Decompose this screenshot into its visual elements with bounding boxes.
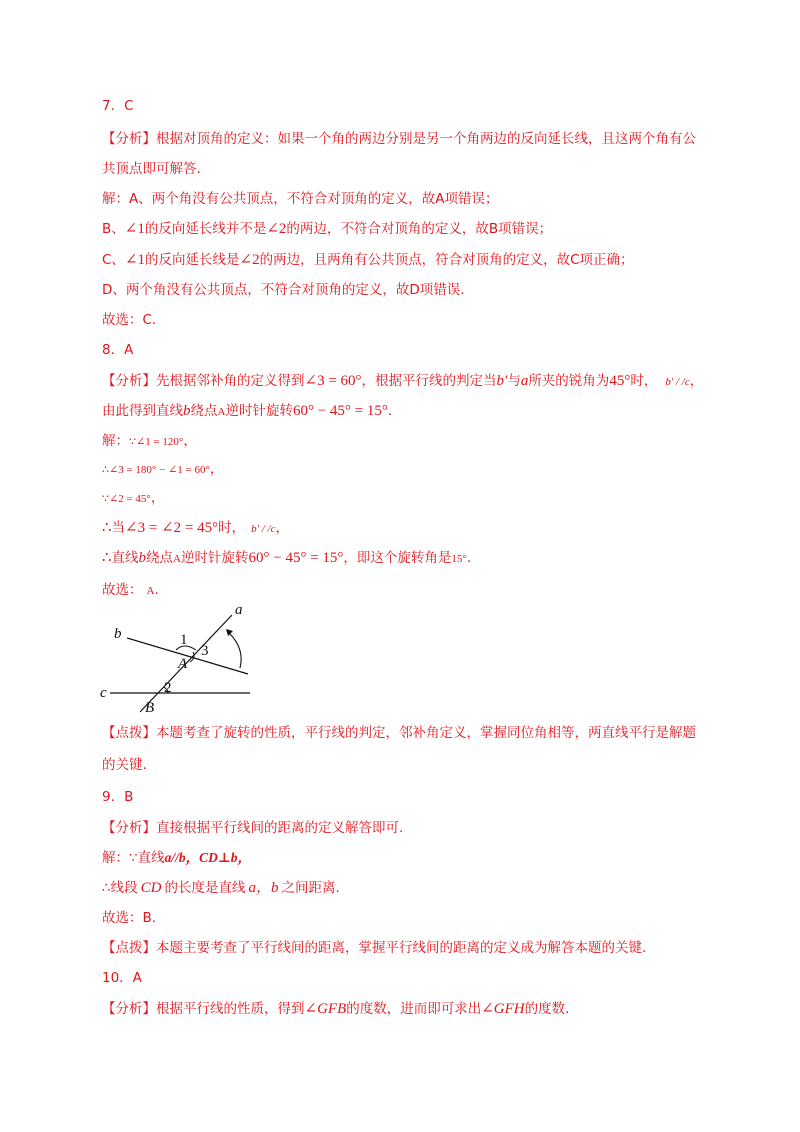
q8-solution-line1: 解：∵∠1 = 120°， xyxy=(102,433,197,449)
q8-solution-line4: ∴当∠3 = ∠2 = 45°时， b′ / /c， xyxy=(102,520,290,536)
q7-solution-d: D、两个角没有公共顶点，不符合对顶角的定义，故D项错误. xyxy=(102,282,465,298)
q7-solution-c: C、∠1的反向延长线是∠2的两边，且两角有公共顶点，符合对顶角的定义，故C项正确； xyxy=(102,252,634,268)
q9-solution-line2: ∴线段 CD 的长度是直线 a，b 之间距离. xyxy=(102,880,340,896)
label-2: 2 xyxy=(164,680,172,696)
q7-heading: 7．C xyxy=(102,98,134,114)
angle-2: ∠2 xyxy=(266,221,287,237)
parallel-lines-diagram xyxy=(100,600,270,718)
q7-answer: 故选：C. xyxy=(102,312,157,328)
q7-solution-b: B、∠1的反向延长线并不是∠2的两边，不符合对顶角的定义，故B项错误； xyxy=(102,221,553,237)
q8-answer: 故选： A. xyxy=(102,582,159,598)
label-b: b xyxy=(114,626,122,642)
q7-solution-a: 解：A、两个角没有公共顶点，不符合对顶角的定义，故A项错误； xyxy=(102,191,499,207)
q10-analysis: 【分析】根据平行线的性质，得到∠GFB的度数，进而即可求出∠GFH的度数. xyxy=(102,1001,570,1017)
q8-analysis-line1: 【分析】先根据邻补角的定义得到∠3 = 60°，根据平行线的判定当b′与a所夹的锐角为45°时， b′ / /c， xyxy=(102,373,704,389)
q8-solution-line2: ∴∠3 = 180° − ∠1 = 60°， xyxy=(102,461,224,477)
label-1: 1 xyxy=(180,632,188,648)
q7-analysis-line2: 共顶点即可解答. xyxy=(102,161,201,177)
q8-heading: 8．A xyxy=(102,342,134,358)
line-b xyxy=(127,638,248,674)
angle-2: ∠2 xyxy=(239,252,260,268)
q8-solution-line3: ∵∠2 = 45°， xyxy=(102,490,165,506)
q8-solution-line5: ∴直线b绕点A逆时针旋转60° − 45° = 15°，即这个旋转角是15°. xyxy=(102,550,472,566)
label-a: a xyxy=(235,602,243,618)
q9-heading: 9．B xyxy=(102,789,134,805)
q9-solution-line1: 解：∵直线a//b，CD⊥b， xyxy=(102,850,252,866)
label-B: B xyxy=(145,700,155,716)
angle-1: ∠1 xyxy=(124,221,145,237)
q7-analysis-line1: 【分析】根据对顶角的定义：如果一个角的两边分别是另一个角两边的反向延长线，且这两个角有公 xyxy=(102,131,696,147)
label-3: 3 xyxy=(201,643,209,659)
arrow-head-icon xyxy=(226,629,233,636)
q8-analysis-line2: 由此得到直线b绕点A逆时针旋转60° − 45° = 15°. xyxy=(102,403,393,419)
q8-comment-line1: 【点拨】本题考查了旋转的性质，平行线的判定，邻补角定义，掌握同位角相等，两直线平行是解题 xyxy=(102,725,696,741)
label-A: A xyxy=(178,656,188,672)
rotation-arrow xyxy=(228,632,241,668)
q8-comment-line2: 的关键. xyxy=(102,757,147,773)
q9-analysis: 【分析】直接根据平行线间的距离的定义解答即可. xyxy=(102,820,404,836)
q10-heading: 10．A xyxy=(102,970,142,986)
angle-1: ∠1 xyxy=(124,252,146,268)
label-c: c xyxy=(100,685,107,701)
q9-answer: 故选：B. xyxy=(102,910,157,926)
q9-comment: 【点拨】本题主要考查了平行线间的距离，掌握平行线间的距离的定义成为解答本题的关键. xyxy=(102,940,647,956)
